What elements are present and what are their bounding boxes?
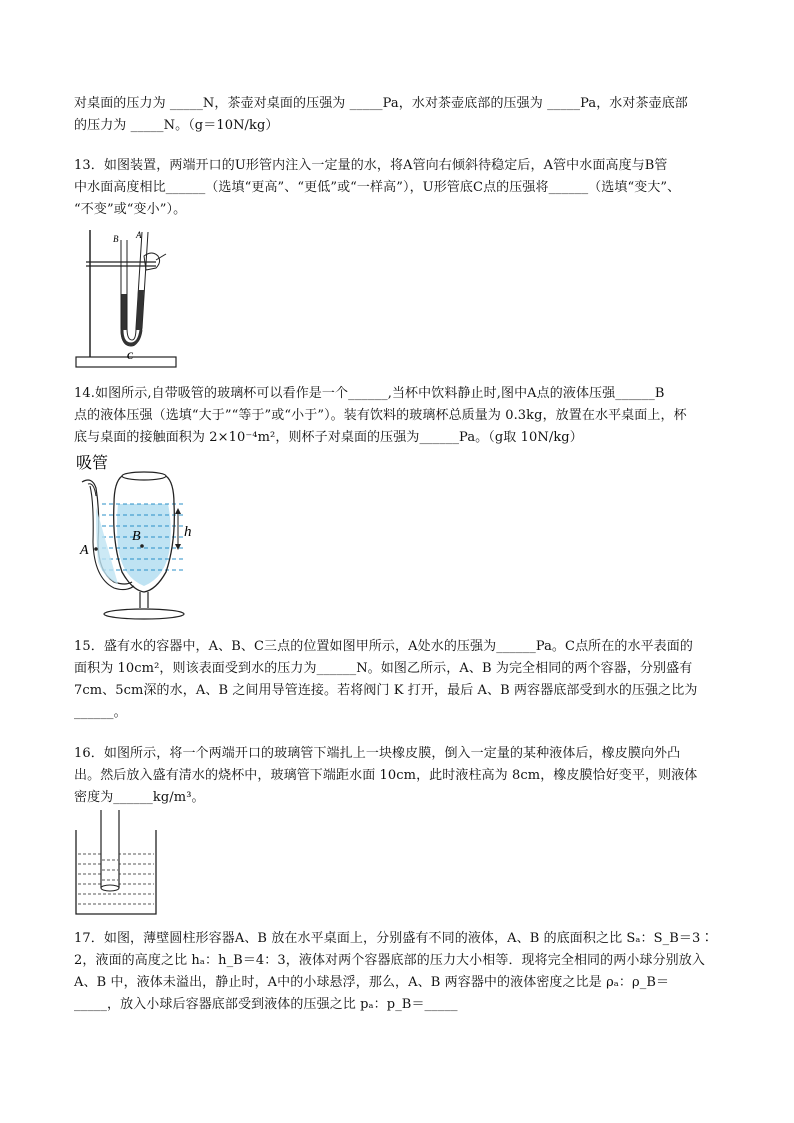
- question-14: [74, 383, 722, 449]
- q14-line-1: 14.如图所示,自带吸管的玻璃杯可以看作是一个______,当杯中饮料静止时,图中A点的液体压强______B: [74, 386, 665, 401]
- q15-line-2: 面积为 10cm²，则该表面受到水的压力为______N。如图乙所示，A、B 为完全相同的两个容器，分别盛有: [74, 661, 693, 676]
- question-16: [74, 743, 722, 809]
- fig13-label-b: B: [113, 234, 119, 244]
- q12-line-1: 对桌面的压力为 _____N，茶壶对桌面的压强为 _____Pa，水对茶壶底部的压强为 _____Pa，水对茶壶底部: [74, 96, 688, 111]
- q12-line-2: 的压力为 _____N。（g＝10N/kg）: [74, 118, 279, 133]
- q15-line-1: 15．盛有水的容器中，A、B、C三点的位置如图甲所示，A处水的压强为______Pa。C点所在的水平表面的: [74, 639, 693, 654]
- fig13-label-c: C: [127, 351, 134, 361]
- q17-line-3: A、B 中，液体未溢出，静止时，A中的小球悬浮，那么，A、B 两容器中的液体密度之比是 ρₐ：ρ_B＝: [74, 975, 670, 990]
- q17-line-1: 17．如图，薄壁圆柱形容器A、B 放在水平桌面上，分别盛有不同的液体，A、B 的底面积之比 Sₐ：S_B＝3∶: [74, 931, 714, 946]
- q13-line-2: 中水面高度相比______（选填“更高”、“更低”或“一样高”），U形管底C点的压强将______（选填“变大”、: [74, 180, 681, 195]
- q16-line-2: 出。然后放入盛有清水的烧杯中，玻璃管下端距水面 10cm，此时液柱高为 8cm，橡皮膜恰好变平，则液体: [74, 768, 698, 783]
- q15-line-3: 7cm、5cm深的水，A、B 之间用导管连接。若将阀门 K 打开，最后 A、B 两容器底部受到水的压强之比为: [74, 683, 698, 698]
- fig14-label-h: h: [184, 524, 192, 540]
- fig14-label-a: A: [80, 543, 89, 558]
- q13-line-1: 13．如图装置，两端开口的U形管内注入一定量的水，将A管向右倾斜待稳定后，A管中水面高度与B管: [74, 158, 668, 173]
- q17-line-4: _____，放入小球后容器底部受到液体的压强之比 pₐ：p_B＝_____: [74, 997, 458, 1012]
- question-15: [74, 636, 722, 724]
- q14-line-2: 点的液体压强（选填“大于”“等于”或“小于”）。装有饮料的玻璃杯总质量为 0.3kg，放置在水平桌面上，杯: [74, 408, 687, 423]
- q16-line-3: 密度为______kg/m³。: [74, 790, 205, 805]
- fig14-title: 吸管: [76, 455, 109, 472]
- q13-line-3: “不变”或“变小”）。: [74, 202, 187, 217]
- question-12-continued: [74, 93, 722, 137]
- figure-u-tube-stand: [74, 224, 184, 370]
- q16-line-1: 16．如图所示，将一个两端开口的玻璃管下端扎上一块橡皮膜，倒入一定量的某种液体后，橡皮膜向外凸: [74, 746, 681, 761]
- fig14-label-b: B: [132, 529, 141, 544]
- question-13: [74, 155, 722, 221]
- figure-beaker-tube: [74, 810, 160, 918]
- q17-line-2: 2，液面的高度之比 hₐ：h_B＝4：3，液体对两个容器底部的压力大小相等．现将完全相同的两小球分别放入: [74, 953, 705, 968]
- q15-line-4: ______。: [74, 705, 127, 720]
- figure-straw-glass: [74, 452, 214, 624]
- q14-line-3: 底与桌面的接触面积为 2×10⁻⁴m²，则杯子对桌面的压强为______Pa。（g取 10N/kg）: [74, 430, 583, 445]
- question-17: [74, 928, 722, 1016]
- fig13-label-a: A: [136, 230, 142, 240]
